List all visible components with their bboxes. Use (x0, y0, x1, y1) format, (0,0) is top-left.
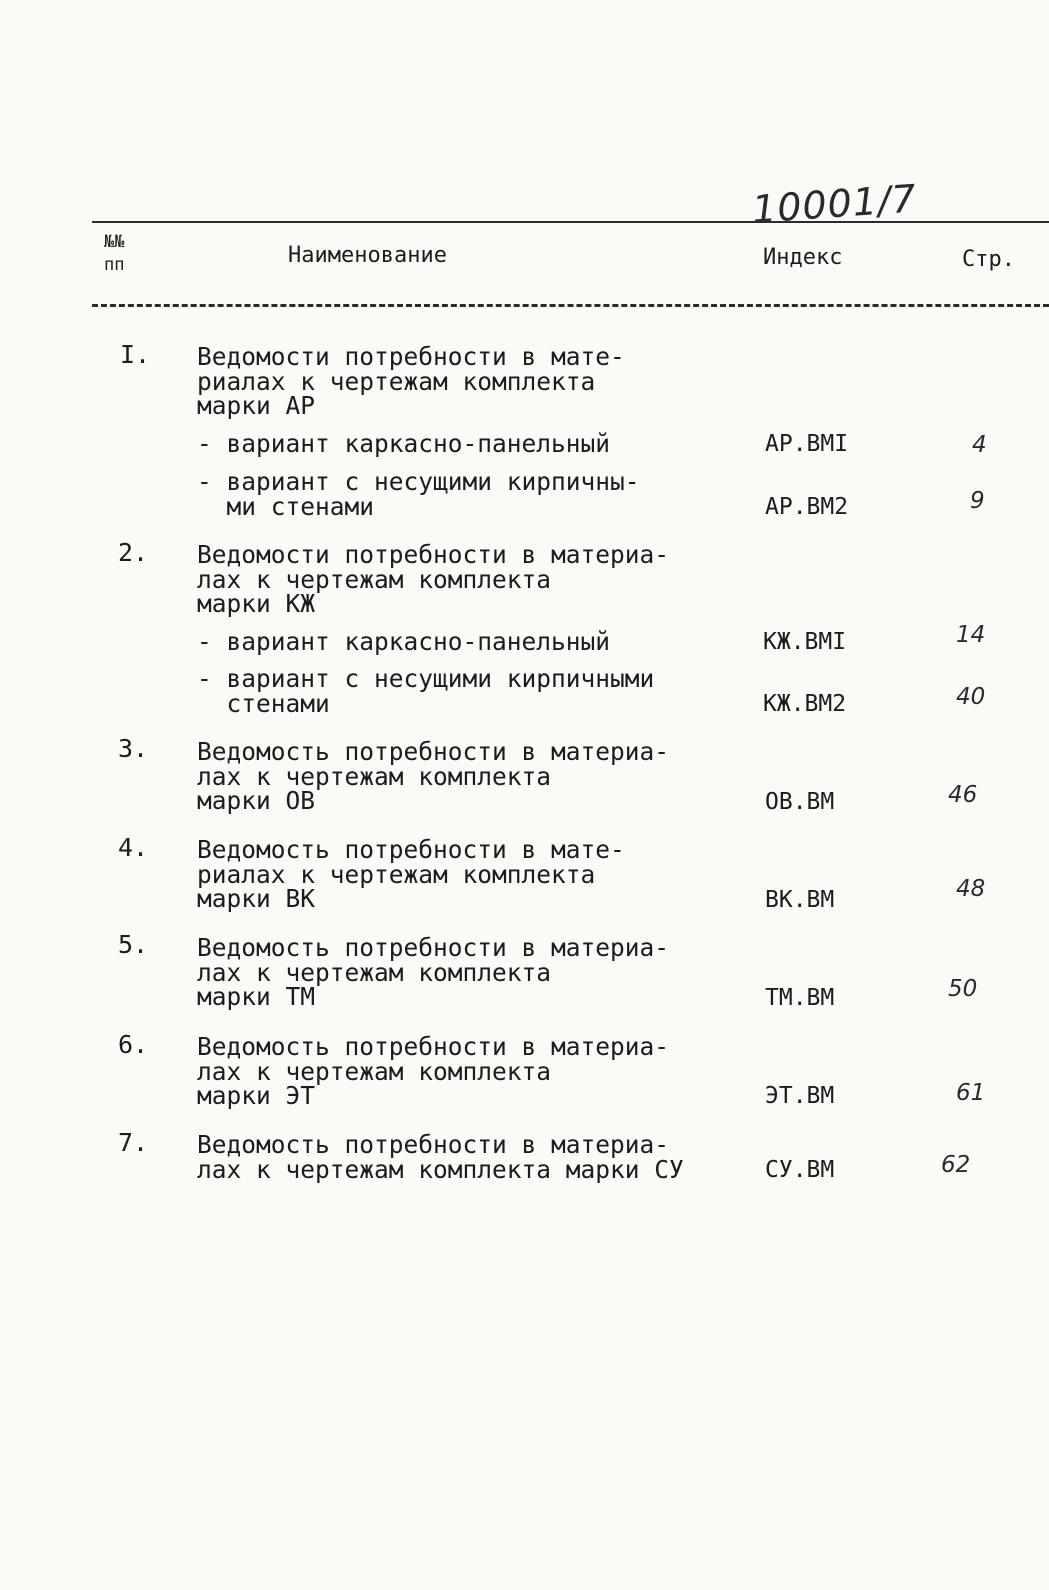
sub-item-page: 4 (972, 432, 987, 458)
row-index: ВК.ВМ (765, 887, 835, 913)
sub-item-page: 40 (956, 684, 986, 710)
row-title: Ведомости потребности в материа- лах к чертежам комплекта марки КЖ (197, 540, 670, 618)
row-number: 5. (118, 930, 149, 959)
row-number: 2. (118, 538, 149, 567)
row-number: 3. (118, 734, 149, 763)
header-index-label: Индекс (763, 245, 843, 270)
row-title: Ведомости потребности в мате- риалах к чертежам комплекта марки АР (197, 342, 625, 420)
sub-item-index: АР.ВМI (765, 431, 849, 457)
header-number-label: №№ пп (104, 232, 125, 275)
row-title: Ведомость потребности в мате- риалах к чертежам комплекта марки ВК (197, 835, 625, 913)
row-page: 61 (956, 1080, 986, 1106)
sub-item-page: 9 (970, 488, 985, 514)
row-number: 7. (118, 1128, 149, 1157)
header-name-label: Наименование (288, 243, 447, 268)
row-index: ОВ.ВМ (765, 789, 835, 815)
document-number: 10001/7 (750, 176, 919, 232)
sub-item-index: КЖ.ВМI (763, 629, 847, 655)
row-index: СУ.ВМ (765, 1157, 835, 1183)
row-number: 4. (118, 833, 149, 862)
sub-item-page: 14 (956, 622, 986, 648)
row-index: ТМ.ВМ (765, 985, 835, 1011)
row-page: 48 (956, 876, 986, 902)
sub-item-index: КЖ.ВМ2 (763, 691, 847, 717)
row-number: I. (120, 340, 151, 369)
row-title: Ведомость потребности в материа- лах к чертежам комплекта марки ТМ (197, 933, 670, 1011)
top-rule (92, 221, 1049, 223)
sub-item-text: - вариант с несущими кирпичными стенами (197, 664, 655, 718)
row-page: 50 (948, 976, 978, 1002)
header-rule (92, 304, 1049, 307)
row-title: Ведомость потребности в материа- лах к чертежам комплекта марки ОВ (197, 737, 670, 815)
row-number: 6. (118, 1030, 149, 1059)
sub-item-text: - вариант каркасно-панельный (197, 627, 611, 656)
header-page-label: Стр. (962, 247, 1015, 272)
row-title: Ведомость потребности в материа- лах к чертежам комплекта марки СУ (197, 1130, 684, 1184)
row-page: 46 (948, 782, 978, 808)
sub-item-text: - вариант с несущими кирпичны- ми стенами (197, 467, 640, 521)
row-index: ЭТ.ВМ (765, 1083, 835, 1109)
sub-item-text: - вариант каркасно-панельный (197, 429, 611, 458)
row-title: Ведомость потребности в материа- лах к чертежам комплекта марки ЭТ (197, 1032, 670, 1110)
row-page: 62 (941, 1152, 971, 1178)
sub-item-index: АР.ВМ2 (765, 494, 849, 520)
